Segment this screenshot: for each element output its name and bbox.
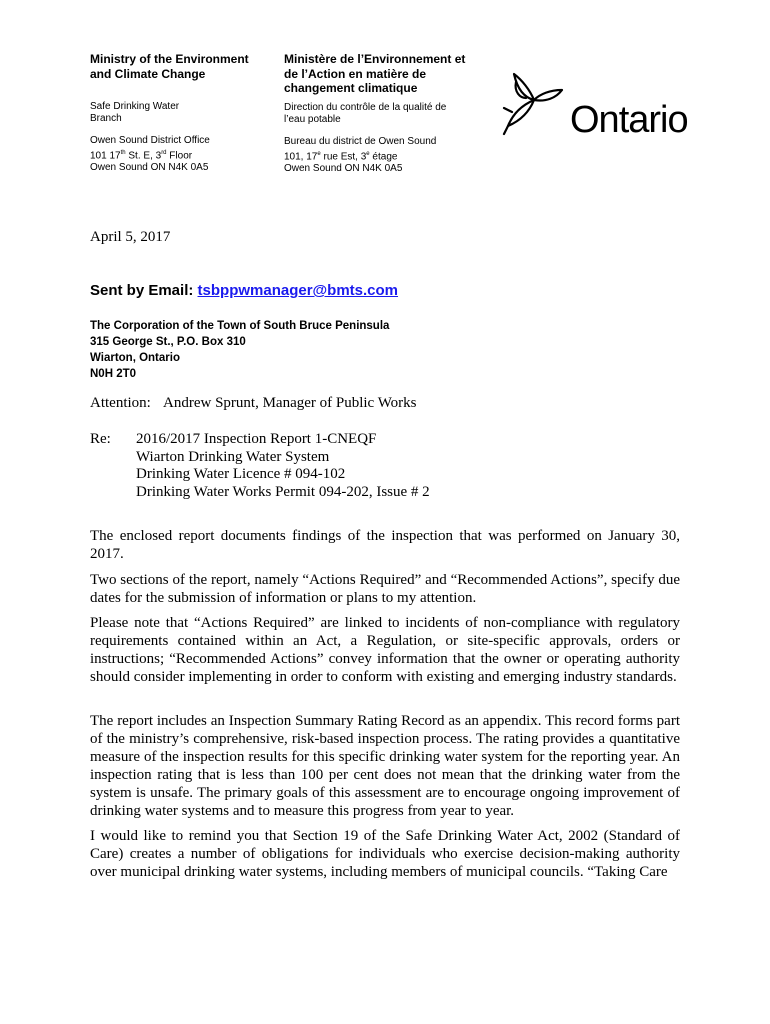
recipient-address: The Corporation of the Town of South Bruce Peninsula 315 George St., P.O. Box 310 Wiarton, Ontario N0H 2T0 bbox=[90, 320, 390, 380]
sent-by-line bbox=[90, 282, 398, 299]
re-subject: 2016/2017 Inspection Report 1-CNEQF Wiarton Drinking Water System Drinking Water Licence # 094-102 Drinking Water Works Permit 094-202, Issue # 2 bbox=[136, 431, 430, 500]
attention-value: Andrew Sprunt, Manager of Public Works bbox=[163, 395, 417, 411]
ministry-en: Ministry of the Environment and Climate Change bbox=[90, 52, 249, 81]
office-fr: Bureau du district de Owen Sound 101, 17e rue Est, 3e étage Owen Sound ON N4K 0A5 bbox=[284, 136, 484, 175]
paragraph-5: I would like to remind you that Section 19 of the Safe Drinking Water Act, 2002 (Standard of Care) creates a number of obligations for individuals who exercise decision-making authority over municipal drinking water systems, including members of municipal councils. “Taking Care bbox=[90, 828, 680, 880]
ontario-wordmark: Ontario bbox=[570, 99, 688, 141]
re-label: Re: bbox=[90, 431, 111, 447]
email-link[interactable]: tsbppwmanager@bmts.com bbox=[197, 282, 399, 299]
office-fr-street: 101, 17e rue Est, 3e étage bbox=[284, 150, 398, 162]
office-en-street: 101 17th St. E, 3rd Floor bbox=[90, 150, 193, 162]
paragraph-3: Please note that “Actions Required” are linked to incidents of non-compliance with regulatory requirements contained within an Act, a Regulation, or site-specific approvals, orders or instructions; “Recommended Actions” convey information that the owner or operating authority should consider implementing in order to conform with existing and emerging industry standards. bbox=[90, 615, 680, 685]
header-english bbox=[90, 52, 270, 174]
branch-fr: Direction du contrôle de la qualité de l’eau potable bbox=[284, 101, 447, 125]
office-en: Owen Sound District Office 101 17th St. E, 3rd Floor Owen Sound ON N4K 0A5 bbox=[90, 135, 270, 174]
branch-en: Safe Drinking Water Branch bbox=[90, 101, 180, 124]
attention-line bbox=[90, 395, 416, 412]
paragraph-2: Two sections of the report, namely “Actions Required” and “Recommended Actions”, specify due dates for the submission of information or plans to my attention. bbox=[90, 572, 680, 606]
header-french bbox=[284, 52, 484, 175]
paragraph-4: The report includes an Inspection Summary Rating Record as an appendix. This record forms part of the ministry’s comprehensive, risk-based inspection process. The rating provides a quantitative measure of the inspection results for this specific drinking water system for the reporting year. An inspection rating that is less than 100 per cent does not mean that the drinking water from the system is unsafe. The primary goals of this assessment are to encourage ongoing improvement of drinking water systems and to measure this progress from year to year. bbox=[90, 713, 680, 819]
letter-date: April 5, 2017 bbox=[90, 229, 171, 245]
attention-label: Attention: bbox=[90, 395, 151, 411]
paragraph-1: The enclosed report documents findings of the inspection that was performed on January 30, 2017. bbox=[90, 528, 680, 562]
sent-by-label: Sent by Email: bbox=[90, 282, 198, 299]
ministry-fr: Ministère de l’Environnement et de l’Action en matière de changement climatique bbox=[284, 52, 466, 95]
